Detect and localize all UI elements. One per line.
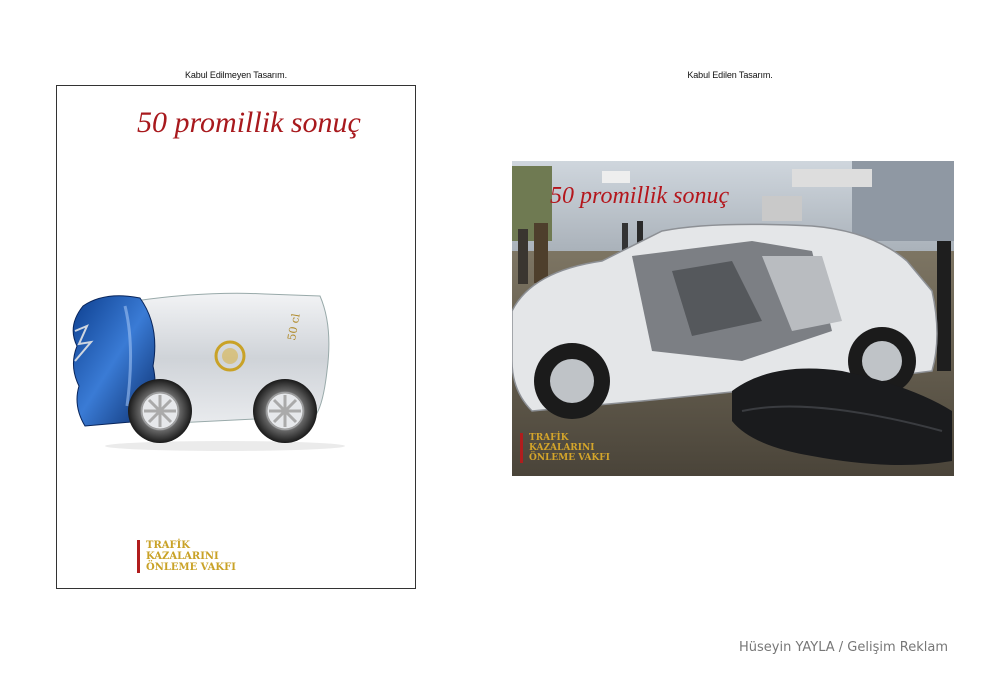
crushed-can-car-image (65, 286, 365, 456)
logo-line: TRAFİK (146, 540, 190, 551)
logo-line: TRAFİK (529, 433, 569, 443)
caption-accepted-design: Kabul Edilen Tasarım. (687, 70, 773, 80)
logo-line: KAZALARINI (146, 551, 219, 562)
poster-headline: 50 promillik sonuç (550, 183, 730, 209)
poster-rejected (56, 85, 416, 589)
poster-accepted (512, 161, 954, 476)
caption-rejected-design: Kabul Edilmeyen Tasarım. (185, 70, 287, 80)
foundation-logo (520, 433, 610, 463)
logo-line: KAZALARINI (529, 443, 595, 453)
svg-text:50 cl: 50 cl (285, 312, 303, 342)
logo-line: ÖNLEME VAKFI (529, 453, 610, 463)
foundation-logo (137, 540, 236, 573)
logo-line: ÖNLEME VAKFI (146, 562, 236, 573)
poster-headline: 50 promillik sonuç (137, 106, 361, 139)
author-credit: Hüseyin YAYLA / Gelişim Reklam (739, 640, 948, 655)
